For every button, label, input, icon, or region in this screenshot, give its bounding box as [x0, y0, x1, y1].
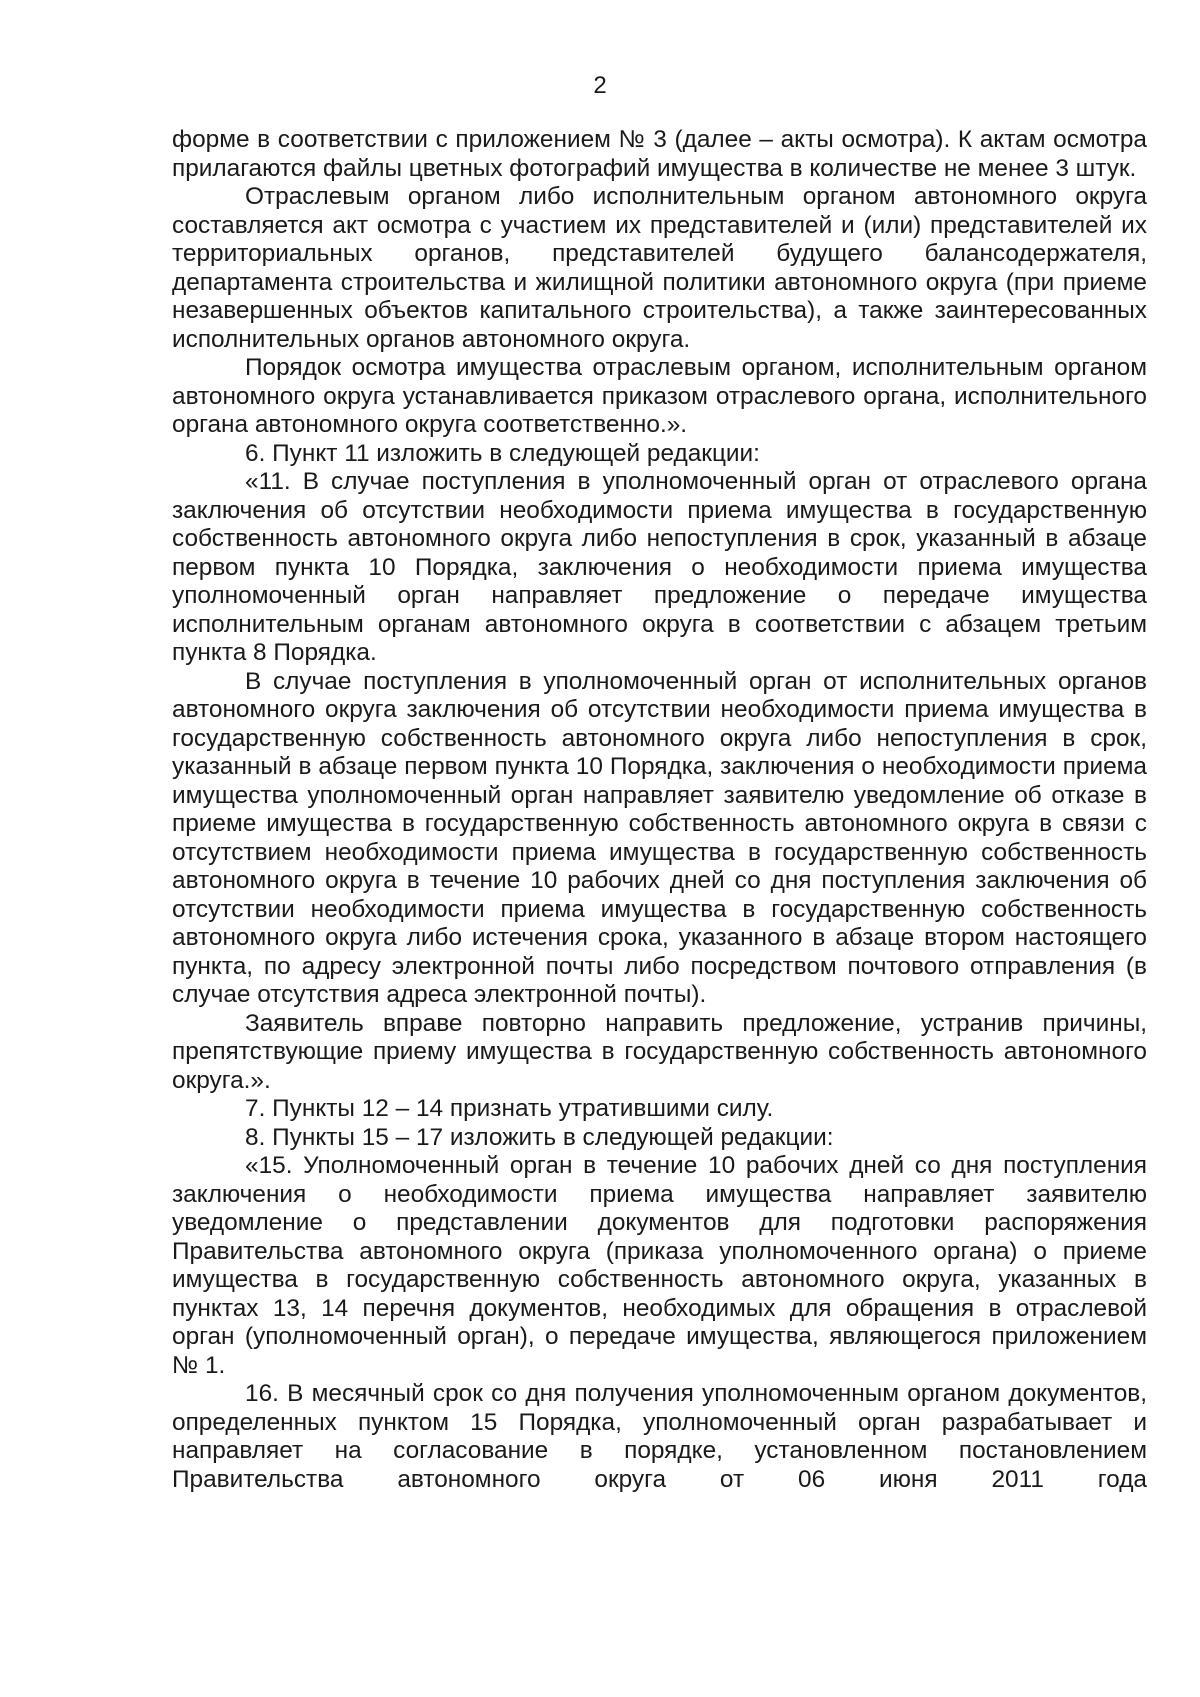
paragraph: Отраслевым органом либо исполнительным органом автономного округа составляется акт осмотра с участием их представителей и (или) представителей их территориальных органов, представителей будущего балансодержателя, департамента строительства и жилищной политики автономного округа (при приеме незавершенных объектов капитального строительства), а также заинтересованных исполнительных органов автономного округа.	[172, 183, 1147, 353]
paragraph: Порядок осмотра имущества отраслевым органом, исполнительным органом автономного округа устанавливается приказом отраслевого органа, исполнительного органа автономного округа соответственно.».	[172, 354, 1147, 438]
paragraph: форме в соответствии с приложением № 3 (далее – акты осмотра). К актам осмотра прилагаются файлы цветных фотографий имущества в количестве не менее 3 штук.	[172, 126, 1147, 182]
paragraph: Заявитель вправе повторно направить предложение, устранив причины, препятствующие приему имущества в государственную собственность автономного округа.».	[172, 1009, 1147, 1094]
document-body	[172, 126, 1147, 1494]
paragraph: В случае поступления в уполномоченный орган от исполнительных органов автономного округа заключения об отсутствии необходимости приема имущества в государственную собственность автономного округа либо непоступления в срок, указанный в абзаце первом пункта 10 Порядка, заключения о необходимости приема имущества уполномоченный орган направляет заявителю уведомление об отказе в приеме имущества в государственную собственность автономного округа в связи с отсутствием необходимости приема имущества в государственную собственность автономного округа в течение 10 рабочих дней со дня поступления заключения об отсутствии необходимости приема имущества в государственную собственность автономного округа либо истечения срока, указанного в абзаце втором настоящего пункта, по адресу электронной почты либо посредством почтового отправления (в случае отсутствия адреса электронной почты).	[172, 667, 1147, 1008]
paragraph: 6. Пункт 11 изложить в следующей редакции:	[245, 439, 760, 467]
paragraph: «11. В случае поступления в уполномоченный орган от отраслевого органа заключения об отсутствии необходимости приема имущества в государственную собственность автономного округа либо непоступления в срок, указанный в абзаце первом пункта 10 Порядка, заключения о необходимости приема имущества уполномоченный орган направляет предложение о передаче имущества исполнительным органам автономного округа в соответствии с абзацем третьим пункта 8 Порядка.	[172, 468, 1147, 666]
paragraph: 8. Пункты 15 – 17 изложить в следующей редакции:	[245, 1123, 834, 1151]
page-number: 2	[593, 72, 607, 99]
paragraph: 7. Пункты 12 – 14 признать утратившими силу.	[245, 1095, 774, 1122]
paragraph: 16. В месячный срок со дня получения уполномоченным органом документов, определенных пунктом 15 Порядка, уполномоченный орган разрабатывает и направляет на согласование в порядке, установленном постановлением Правительства автономного округа от 06 июня 2011 года	[172, 1380, 1147, 1493]
paragraph: «15. Уполномоченный орган в течение 10 рабочих дней со дня поступления заключения о необходимости приема имущества направляет заявителю уведомление о представлении документов для подготовки распоряжения Правительства автономного округа (приказа уполномоченного органа) о приеме имущества в государственную собственность автономного округа, указанных в пунктах 13, 14 перечня документов, необходимых для обращения в отраслевой орган (уполномоченный орган), о передаче имущества, являющегося приложением № 1.	[172, 1152, 1147, 1379]
